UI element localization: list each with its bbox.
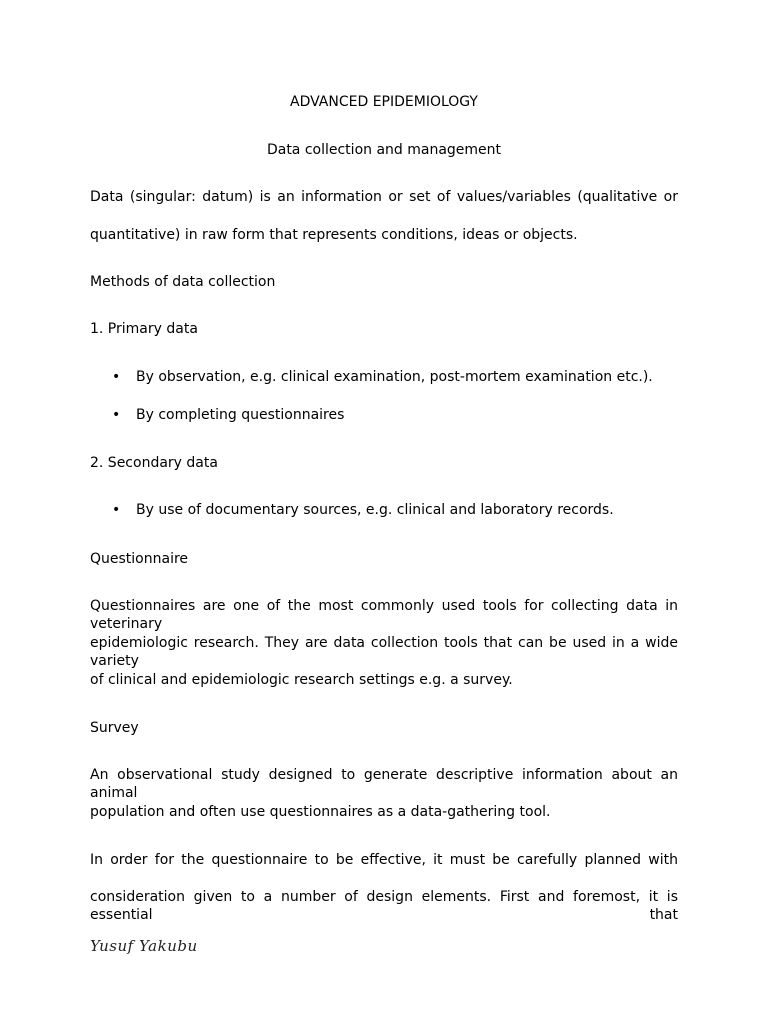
survey-paragraph-line-4: consideration given to a number of design elements. First and foremost, it is essential that xyxy=(90,889,678,923)
primary-bullet-questionnaires: By completing questionnaires xyxy=(136,407,345,423)
survey-paragraph-line-2: population and often use questionnaires as a data-gathering tool. xyxy=(90,804,551,820)
bullet-icon: • xyxy=(112,407,121,423)
document-title: ADVANCED EPIDEMIOLOGY xyxy=(290,94,478,110)
questionnaire-paragraph-line-2: epidemiologic research. They are data collection tools that can be used in a wide variety xyxy=(90,635,678,669)
bullet-icon: • xyxy=(112,369,121,385)
questionnaire-heading: Questionnaire xyxy=(90,551,189,567)
secondary-data-heading: 2. Secondary data xyxy=(90,455,218,471)
primary-bullet-observation: By observation, e.g. clinical examination, post-mortem examination etc.). xyxy=(136,369,653,385)
intro-paragraph-line-2: quantitative) in raw form that represents conditions, ideas or objects. xyxy=(90,227,578,243)
survey-heading: Survey xyxy=(90,720,139,736)
questionnaire-paragraph-line-3: of clinical and epidemiologic research settings e.g. a survey. xyxy=(90,672,513,688)
bullet-icon: • xyxy=(112,502,121,518)
intro-paragraph-line-1: Data (singular: datum) is an information or set of values/variables (qualitative or xyxy=(90,189,678,205)
secondary-bullet-documentary: By use of documentary sources, e.g. clinical and laboratory records. xyxy=(136,502,614,518)
document-subtitle: Data collection and management xyxy=(266,142,502,158)
author-signature: Yusuf Yakubu xyxy=(90,937,198,955)
questionnaire-paragraph-line-1: Questionnaires are one of the most commonly used tools for collecting data in veterinary xyxy=(90,598,678,632)
primary-data-heading: 1. Primary data xyxy=(90,321,198,337)
methods-heading: Methods of data collection xyxy=(90,274,276,290)
survey-paragraph-line-3: In order for the questionnaire to be effective, it must be carefully planned with xyxy=(90,852,678,868)
survey-paragraph-line-1: An observational study designed to generate descriptive information about an animal xyxy=(90,767,678,801)
